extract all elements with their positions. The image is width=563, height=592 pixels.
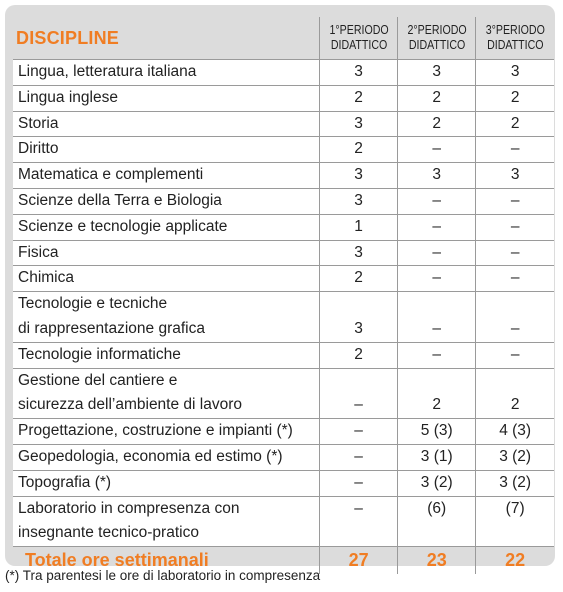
subject-cell: Topografia (*): [13, 470, 320, 496]
period-2-hours: 3: [398, 163, 476, 189]
subject-line-2: di rappresentazione grafica: [18, 319, 205, 337]
period-2-hours: 2: [398, 85, 476, 111]
period-1-hours: –: [320, 470, 398, 496]
period-1-hours: 3: [320, 188, 398, 214]
subject-cell: Matematica e complementi: [13, 163, 320, 189]
table-row: [13, 470, 554, 496]
period-1-hours: –: [320, 419, 398, 445]
period-2-hours: –: [398, 137, 476, 163]
period-1-heading: 1°PERIODO DIDATTICO: [325, 17, 391, 60]
period-2-hours: 3 (1): [398, 444, 476, 470]
period-2-hours: –: [398, 214, 476, 240]
period-3-hours: (7): [476, 496, 554, 547]
table-row: [13, 111, 554, 137]
period-1-hours: 3: [320, 292, 398, 343]
period-2-hours: (6): [398, 496, 476, 547]
table-row: [13, 214, 554, 240]
subject-cell: Diritto: [13, 137, 320, 163]
period-2-hours: –: [398, 292, 476, 343]
subject-cell: [13, 292, 320, 343]
total-label: Totale ore settimanali: [25, 550, 209, 571]
period-1-hours: 3: [320, 60, 398, 86]
period-2-hours: 3 (2): [398, 470, 476, 496]
table-row: [13, 496, 554, 547]
subject-cell: Fisica: [13, 240, 320, 266]
period-2-hours: –: [398, 266, 476, 292]
discipline-table: [13, 17, 554, 574]
period-2-hours: 3: [398, 60, 476, 86]
subject-line-1: Laboratorio in compresenza con: [18, 499, 240, 517]
period-1-hours: 2: [320, 137, 398, 163]
period-3-hours: 3 (2): [476, 470, 554, 496]
total-period-2: 23: [398, 547, 476, 575]
period-3-hours: 3: [476, 163, 554, 189]
table-row: [13, 240, 554, 266]
total-period-1: 27: [320, 547, 398, 575]
table-row: [13, 444, 554, 470]
period-3-hours: 3 (2): [476, 444, 554, 470]
period-1-hours: –: [320, 496, 398, 547]
subject-cell: Tecnologie informatiche: [13, 342, 320, 368]
period-3-hours: 2: [476, 111, 554, 137]
table-header: [13, 17, 554, 60]
period-3-hours: –: [476, 292, 554, 343]
table-row: [13, 85, 554, 111]
table-row: [13, 368, 554, 419]
subject-line-1: Gestione del cantiere e: [18, 371, 178, 389]
period-1-hours: –: [320, 444, 398, 470]
period-1-hours: 3: [320, 240, 398, 266]
footnote: (*) Tra parentesi le ore di laboratorio in compresenza: [5, 568, 321, 583]
period-2-hours: 2: [398, 368, 476, 419]
period-2-heading: 2°PERIODO DIDATTICO: [404, 17, 470, 60]
period-1-hours: 1: [320, 214, 398, 240]
subject-cell: Scienze e tecnologie applicate: [13, 214, 320, 240]
period-1-hours: –: [320, 368, 398, 419]
table-row: [13, 419, 554, 445]
period-3-heading: 3°PERIODO DIDATTICO: [482, 17, 548, 60]
period-2-hours: –: [398, 342, 476, 368]
table-row: [13, 342, 554, 368]
subject-cell: Chimica: [13, 266, 320, 292]
period-3-hours: –: [476, 214, 554, 240]
period-3-hours: 2: [476, 368, 554, 419]
period-3-hours: –: [476, 240, 554, 266]
period-1-hours: 2: [320, 266, 398, 292]
period-1-hours: 3: [320, 163, 398, 189]
period-3-hours: –: [476, 188, 554, 214]
period-2-hours: –: [398, 188, 476, 214]
period-2-hours: 5 (3): [398, 419, 476, 445]
disciplines-heading: DISCIPLINE: [16, 27, 120, 48]
subject-cell: Lingua inglese: [13, 85, 320, 111]
period-1-hours: 2: [320, 342, 398, 368]
total-period-3: 22: [476, 547, 554, 575]
period-3-hours: 4 (3): [476, 419, 554, 445]
table-row: [13, 292, 554, 343]
subject-cell: Lingua, letteratura italiana: [13, 60, 320, 86]
table-row: [13, 266, 554, 292]
period-3-hours: –: [476, 137, 554, 163]
period-2-hours: –: [398, 240, 476, 266]
period-3-hours: –: [476, 266, 554, 292]
table-row: [13, 137, 554, 163]
period-1-hours: 2: [320, 85, 398, 111]
table-row: [13, 188, 554, 214]
table-row: [13, 60, 554, 86]
period-3-hours: 3: [476, 60, 554, 86]
period-3-hours: 2: [476, 85, 554, 111]
period-2-hours: 2: [398, 111, 476, 137]
subject-cell: [13, 368, 320, 419]
subject-line-2: insegnante tecnico-pratico: [18, 524, 199, 542]
subject-cell: Geopedologia, economia ed estimo (*): [13, 444, 320, 470]
subject-cell: Storia: [13, 111, 320, 137]
table-row: [13, 163, 554, 189]
subject-cell: Scienze della Terra e Biologia: [13, 188, 320, 214]
period-3-hours: –: [476, 342, 554, 368]
period-1-hours: 3: [320, 111, 398, 137]
subject-line-2: sicurezza dell’ambiente di lavoro: [18, 396, 243, 414]
subject-line-1: Tecnologie e tecniche: [18, 295, 168, 313]
subject-cell: [13, 496, 320, 547]
subject-cell: Progettazione, costruzione e impianti (*): [13, 419, 320, 445]
